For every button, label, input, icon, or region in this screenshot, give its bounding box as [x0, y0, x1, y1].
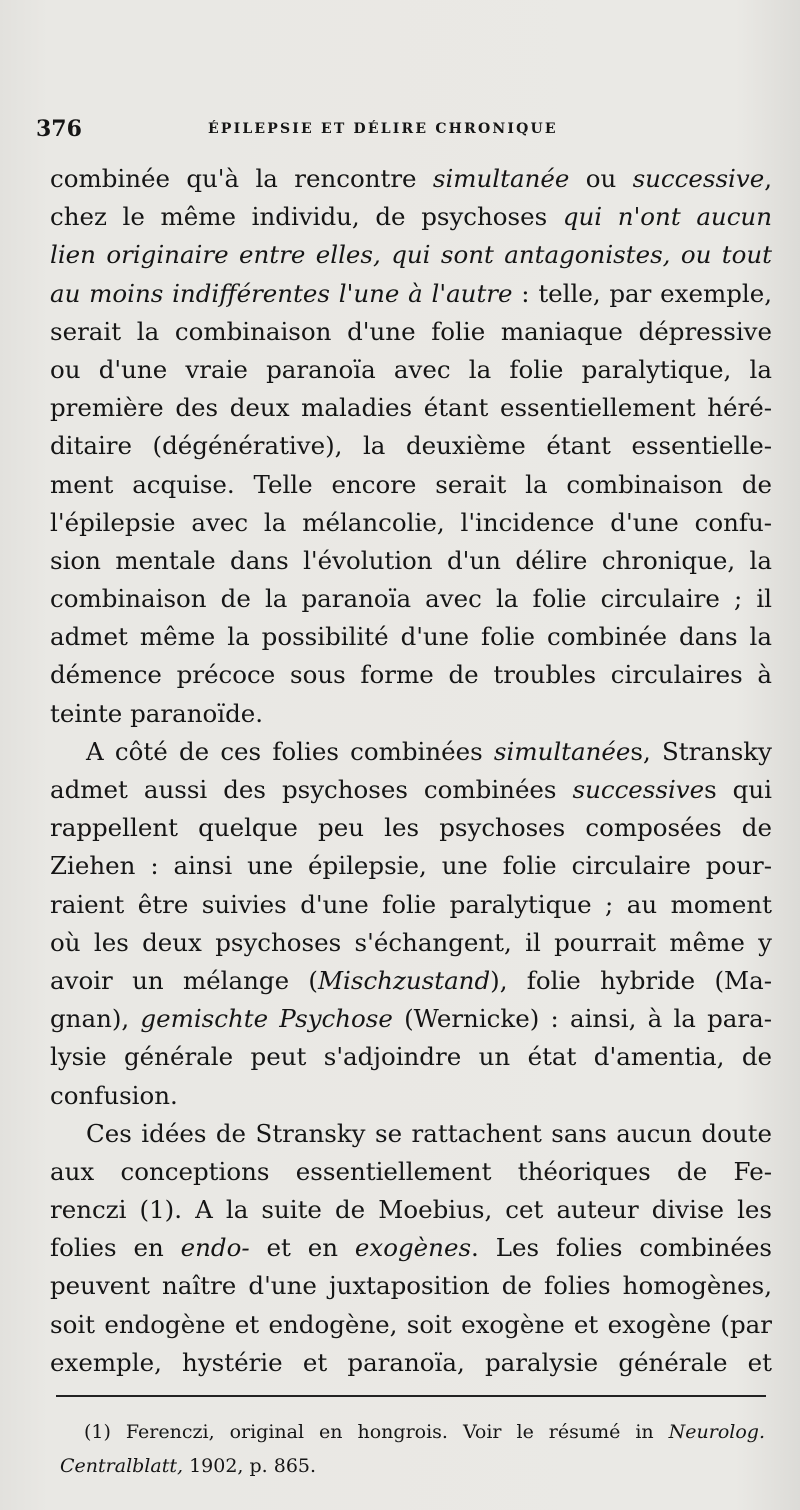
text-line: combinée qu'à la rencontre simultanée ou successive, — [50, 164, 772, 193]
text-line: combinaison de la paranoïa avec la folie circulaire ; il — [50, 584, 772, 614]
text-line: exemple, hystérie et paranoïa, paralysie générale et — [50, 1347, 772, 1377]
text-line: A côté de ces folies combinées simultanées, Stransky — [86, 736, 772, 766]
text-line: peuvent naître d'une juxtaposition de folies homogènes, — [50, 1271, 772, 1301]
text-line: Ziehen : ainsi une épilepsie, une folie circulaire pour- — [50, 851, 772, 881]
text-line: Ces idées de Stransky se rattachent sans aucun doute — [86, 1118, 772, 1148]
text-line: ment acquise. Telle encore serait la combinaison de — [50, 469, 772, 499]
text-line: serait la combinaison d'une folie maniaque dépressive — [50, 316, 772, 346]
text-line: folies en endo- et en exogènes. Les folies combinées — [50, 1233, 772, 1263]
running-head: ÉPILEPSIE ET DÉLIRE CHRONIQUE — [208, 121, 558, 137]
text-line: renczi (1). A la suite de Moebius, cet auteur divise les — [50, 1195, 772, 1225]
text-line: ou d'une vraie paranoïa avec la folie paralytique, la — [50, 354, 772, 384]
page-header — [36, 116, 766, 144]
text-line: lien originaire entre elles, qui sont antagonistes, ou tout — [50, 240, 773, 270]
text-line: gnan), gemischte Psychose (Wernicke) : ainsi, à la para- — [50, 1004, 772, 1034]
text-line: confusion. — [50, 1080, 178, 1110]
footnotes — [60, 1415, 765, 1483]
page-number: 376 — [36, 116, 82, 142]
text-line: admet même la possibilité d'une folie combinée dans la — [50, 622, 772, 652]
text-line: raient être suivies d'une folie paralytique ; au moment — [50, 889, 772, 919]
footnote-line: (1) Ferenczi, original en hongrois. Voir le résumé in Neurolog. — [84, 1421, 765, 1443]
text-line: ditaire (dégénérative), la deuxième étant essentielle- — [50, 431, 772, 461]
footnote-line: Centralblatt, 1902, p. 865. — [60, 1455, 317, 1477]
text-line: teinte paranoïde. — [50, 698, 264, 728]
footnote-rule — [56, 1395, 766, 1397]
text-line: lysie générale peut s'adjoindre un état d'amentia, de — [50, 1042, 772, 1072]
text-line: aux conceptions essentiellement théoriques de Fe- — [50, 1156, 772, 1186]
text-line: au moins indifférentes l'une à l'autre : telle, par exemple, — [50, 278, 772, 308]
text-line: soit endogène et endogène, soit exogène et exogène (par — [50, 1309, 772, 1339]
text-line: démence précoce sous forme de troubles circulaires à — [50, 660, 772, 690]
text-line: où les deux psychoses s'échangent, il pourrait même y — [50, 927, 772, 957]
text-line: sion mentale dans l'évolution d'un délire chronique, la — [50, 545, 772, 575]
text-line: chez le même individu, de psychoses qui n'ont aucun — [50, 202, 772, 232]
text-line: admet aussi des psychoses combinées successives qui — [50, 775, 772, 804]
text-line: rappellent quelque peu les psychoses composées de — [50, 813, 772, 843]
text-line: avoir un mélange (Mischzustand), folie hybride (Ma- — [50, 965, 772, 995]
text-line: l'épilepsie avec la mélancolie, l'incidence d'une confu- — [50, 507, 772, 537]
text-line: première des deux maladies étant essentiellement héré- — [50, 393, 772, 423]
body-text — [50, 160, 772, 1382]
